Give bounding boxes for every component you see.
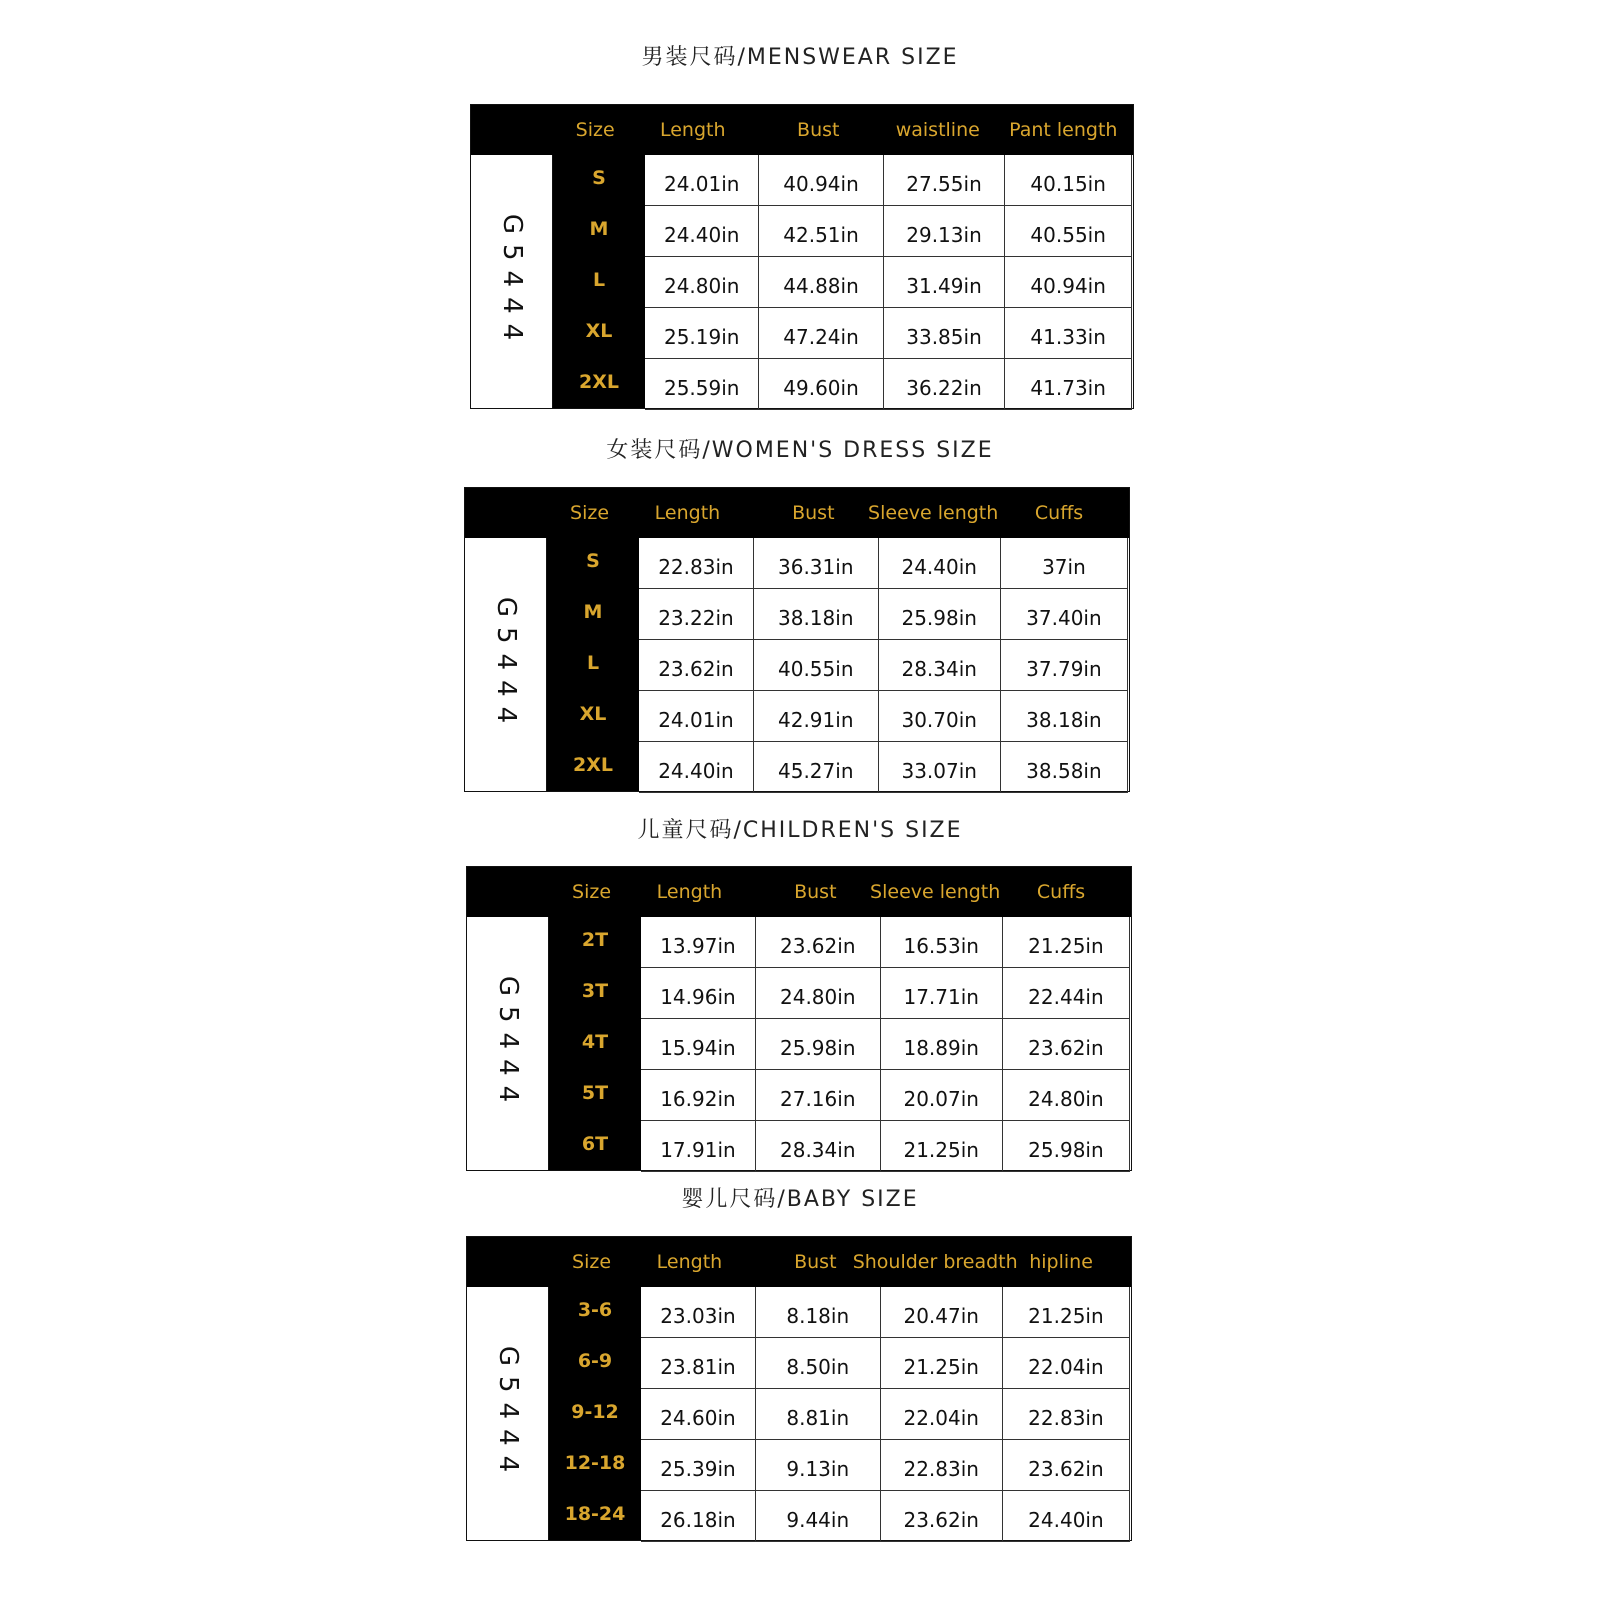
product-code-text: G5444: [492, 975, 523, 1112]
measurement-cell: 20.07in: [881, 1070, 1003, 1121]
measurement-cell: 25.19in: [645, 308, 759, 359]
measurement-cell: 33.07in: [879, 742, 1001, 793]
measurement-cell: 21.25in: [881, 1338, 1003, 1389]
size-label: 6T: [581, 1133, 609, 1155]
measurement-cell: 27.16in: [756, 1070, 881, 1121]
header-cell: waistline: [895, 119, 980, 141]
table-header: [467, 867, 1131, 917]
measurement-cell: 20.47in: [881, 1287, 1003, 1338]
measurement-cell: 30.70in: [879, 691, 1001, 742]
size-label: S: [586, 550, 600, 572]
measurement-cell: 26.18in: [641, 1491, 756, 1542]
header-cell: Bust: [794, 1251, 837, 1273]
size-column: [547, 538, 639, 791]
header-cell: Length: [656, 881, 723, 903]
product-code: [467, 1287, 549, 1540]
product-code-text: G5444: [492, 1345, 523, 1482]
header-cell: Pant length: [1009, 119, 1118, 141]
size-label: 4T: [581, 1031, 609, 1053]
product-code: [465, 538, 547, 791]
measurement-cell: 40.94in: [759, 155, 883, 206]
measurement-cell: 21.25in: [1003, 917, 1130, 968]
size-label: 9-12: [571, 1401, 619, 1423]
measurement-cell: 14.96in: [641, 968, 756, 1019]
header-cell: Length: [659, 119, 726, 141]
table-header: [467, 1237, 1131, 1287]
measurement-cell: 23.03in: [641, 1287, 756, 1338]
measurement-cell: 21.25in: [1003, 1287, 1130, 1338]
measurement-cell: 41.33in: [1005, 308, 1132, 359]
measurement-cell: 24.80in: [645, 257, 759, 308]
table-title: 女装尺码/WOMEN'S DRESS SIZE: [606, 438, 994, 463]
size-table: [464, 487, 1130, 792]
measurement-cell: 45.27in: [754, 742, 879, 793]
measurement-cell: 16.53in: [881, 917, 1003, 968]
measurement-cell: 49.60in: [759, 359, 883, 410]
size-column: [549, 917, 641, 1170]
header-cell: Sleeve length: [870, 881, 1001, 903]
measurement-cell: 24.40in: [639, 742, 754, 793]
header-cell: Length: [654, 502, 721, 524]
header-cell: Bust: [792, 502, 835, 524]
header-cell: Size: [572, 881, 612, 903]
measurement-cell: 37.40in: [1001, 589, 1128, 640]
table-header: [471, 105, 1133, 155]
measurement-cell: 33.85in: [884, 308, 1006, 359]
size-column: [553, 155, 645, 408]
measurement-cell: 40.94in: [1005, 257, 1132, 308]
measurement-cell: 24.01in: [645, 155, 759, 206]
measurement-cell: 24.40in: [645, 206, 759, 257]
size-label: L: [592, 269, 606, 291]
header-cell: Bust: [794, 881, 837, 903]
measurement-cell: 47.24in: [759, 308, 883, 359]
measurement-cell: 38.58in: [1001, 742, 1128, 793]
measurement-cell: 17.91in: [641, 1121, 756, 1172]
size-label: XL: [585, 320, 613, 342]
measurement-cell: 24.80in: [756, 968, 881, 1019]
size-label: 2T: [581, 929, 609, 951]
measurement-cell: 28.34in: [879, 640, 1001, 691]
measurement-cell: 22.83in: [639, 538, 754, 589]
measurement-cell: 27.55in: [884, 155, 1006, 206]
measurement-cell: 28.34in: [756, 1121, 881, 1172]
size-label: 5T: [581, 1082, 609, 1104]
measurement-cell: 22.04in: [881, 1389, 1003, 1440]
header-cell: Length: [656, 1251, 723, 1273]
measurement-cell: 31.49in: [884, 257, 1006, 308]
size-label: M: [589, 218, 609, 240]
measurement-cell: 22.83in: [881, 1440, 1003, 1491]
header-cell: hipline: [1029, 1251, 1093, 1273]
measurement-cell: 40.55in: [1005, 206, 1132, 257]
size-label: 18-24: [564, 1503, 626, 1525]
product-code: [471, 155, 553, 408]
measurement-cell: 25.59in: [645, 359, 759, 410]
size-label: 3T: [581, 980, 609, 1002]
measurement-cell: 8.81in: [756, 1389, 881, 1440]
measurement-cell: 24.40in: [1003, 1491, 1130, 1542]
measurement-cell: 36.31in: [754, 538, 879, 589]
measurement-cell: 8.50in: [756, 1338, 881, 1389]
measurement-cell: 23.81in: [641, 1338, 756, 1389]
measurement-cell: 23.62in: [756, 917, 881, 968]
measurement-cell: 37.79in: [1001, 640, 1128, 691]
table-title: 男装尺码/MENSWEAR SIZE: [641, 45, 959, 70]
product-code-text: G5444: [496, 213, 527, 350]
measurement-cell: 9.13in: [756, 1440, 881, 1491]
measurement-cell: 23.62in: [639, 640, 754, 691]
measurement-cell: 24.60in: [641, 1389, 756, 1440]
measurement-cell: 22.04in: [1003, 1338, 1130, 1389]
measurement-cell: 44.88in: [759, 257, 883, 308]
measurement-cell: 41.73in: [1005, 359, 1132, 410]
measurement-cell: 23.22in: [639, 589, 754, 640]
size-table: [466, 1236, 1132, 1541]
table-title: 儿童尺码/CHILDREN'S SIZE: [637, 818, 963, 843]
product-code: [467, 917, 549, 1170]
measurement-cell: 24.40in: [879, 538, 1001, 589]
measurement-cell: 40.15in: [1005, 155, 1132, 206]
measurement-cell: 21.25in: [881, 1121, 1003, 1172]
header-cell: Size: [570, 502, 610, 524]
measurement-cell: 25.98in: [1003, 1121, 1130, 1172]
header-cell: Cuffs: [1036, 881, 1086, 903]
measurement-cell: 37in: [1001, 538, 1128, 589]
measurement-cell: 23.62in: [1003, 1019, 1130, 1070]
measurement-cell: 42.91in: [754, 691, 879, 742]
measurement-cell: 23.62in: [1003, 1440, 1130, 1491]
measurement-cell: 24.01in: [639, 691, 754, 742]
header-cell: Shoulder breadth: [852, 1251, 1018, 1273]
size-column: [549, 1287, 641, 1540]
measurement-cell: 16.92in: [641, 1070, 756, 1121]
header-cell: Bust: [797, 119, 840, 141]
header-cell: Size: [575, 119, 615, 141]
measurement-cell: 9.44in: [756, 1491, 881, 1542]
measurement-cell: 36.22in: [884, 359, 1006, 410]
size-label: 2XL: [579, 371, 619, 393]
size-label: M: [583, 601, 603, 623]
size-table: [470, 104, 1134, 409]
table-header: [465, 488, 1129, 538]
measurement-cell: 23.62in: [881, 1491, 1003, 1542]
header-cell: Sleeve length: [868, 502, 999, 524]
measurement-cell: 38.18in: [754, 589, 879, 640]
size-label: XL: [579, 703, 607, 725]
table-title: 婴儿尺码/BABY SIZE: [681, 1187, 919, 1212]
size-label: 12-18: [564, 1452, 626, 1474]
measurement-cell: 8.18in: [756, 1287, 881, 1338]
measurement-cell: 24.80in: [1003, 1070, 1130, 1121]
measurement-cell: 22.83in: [1003, 1389, 1130, 1440]
size-label: 2XL: [573, 754, 613, 776]
size-label: 3-6: [577, 1299, 613, 1321]
measurement-cell: 22.44in: [1003, 968, 1130, 1019]
measurement-cell: 13.97in: [641, 917, 756, 968]
size-label: S: [592, 167, 606, 189]
product-code-text: G5444: [490, 596, 521, 733]
measurement-cell: 18.89in: [881, 1019, 1003, 1070]
size-label: L: [586, 652, 600, 674]
size-label: 6-9: [577, 1350, 613, 1372]
header-cell: Cuffs: [1034, 502, 1084, 524]
measurement-cell: 25.98in: [756, 1019, 881, 1070]
measurement-cell: 25.98in: [879, 589, 1001, 640]
measurement-cell: 38.18in: [1001, 691, 1128, 742]
measurement-cell: 42.51in: [759, 206, 883, 257]
measurement-cell: 17.71in: [881, 968, 1003, 1019]
size-table: [466, 866, 1132, 1171]
measurement-cell: 40.55in: [754, 640, 879, 691]
header-cell: Size: [572, 1251, 612, 1273]
measurement-cell: 25.39in: [641, 1440, 756, 1491]
measurement-cell: 29.13in: [884, 206, 1006, 257]
measurement-cell: 15.94in: [641, 1019, 756, 1070]
